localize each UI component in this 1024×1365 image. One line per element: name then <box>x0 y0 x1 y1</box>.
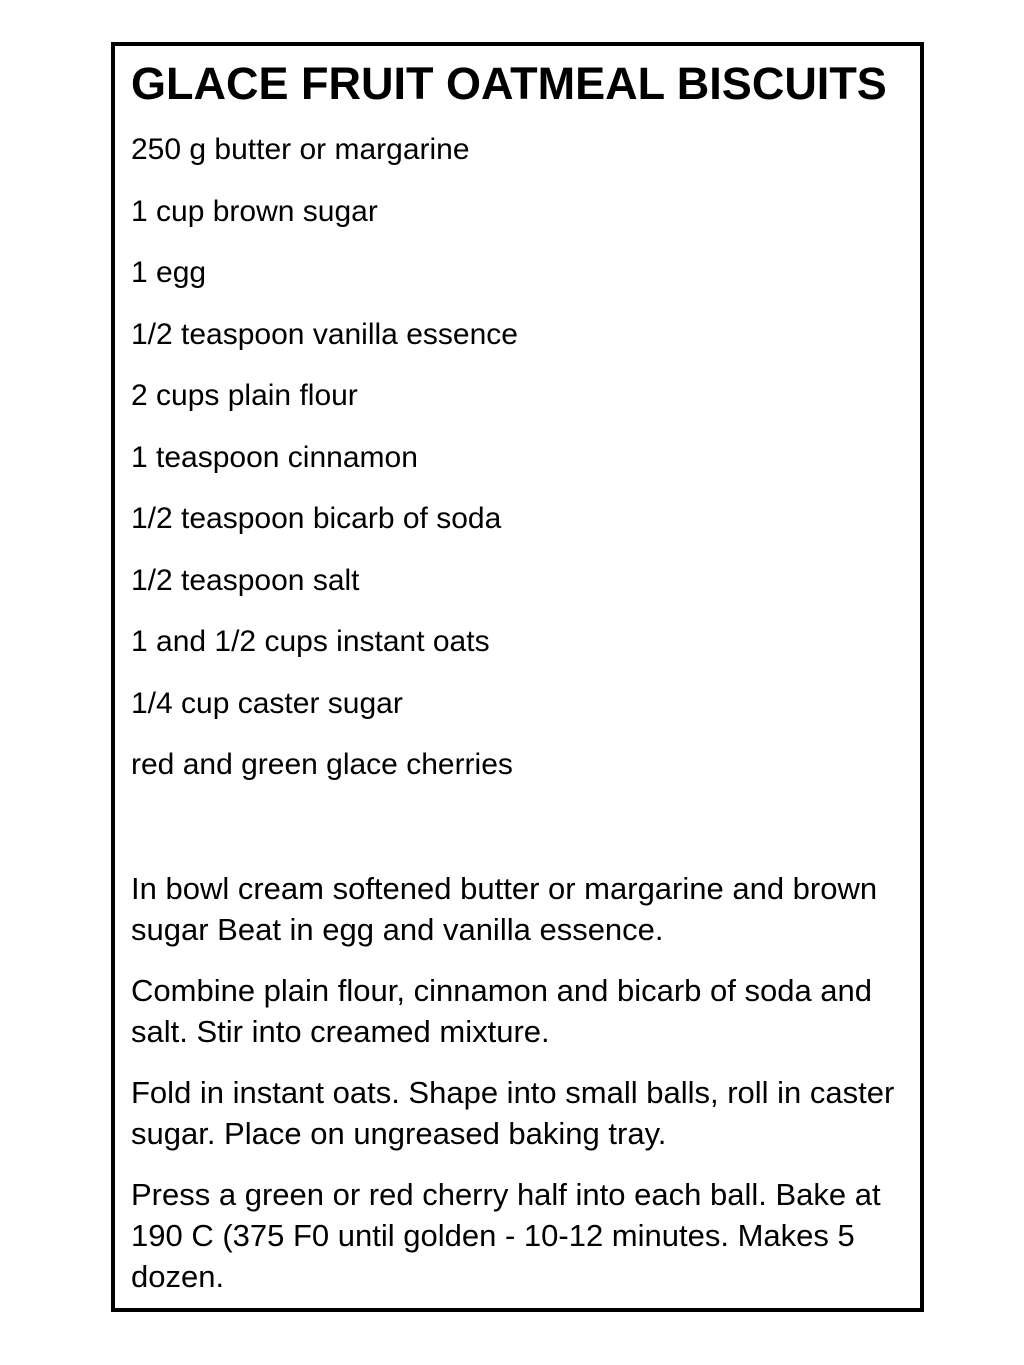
method-step: Press a green or red cherry half into each ball. Bake at 190 C (375 F0 until golden - 10-12 minutes. Makes 5 dozen. <box>131 1177 881 1294</box>
ingredients-list <box>131 130 518 807</box>
method-step: In bowl cream softened butter or margarine and brown sugar Beat in egg and vanilla essence. <box>131 871 878 947</box>
ingredient-item: 1/4 cup caster sugar <box>131 686 403 720</box>
method-step: Fold in instant oats. Shape into small balls, roll in caster sugar. Place on ungreased baking tray. <box>131 1075 895 1151</box>
ingredient-item: 1 teaspoon cinnamon <box>131 440 418 474</box>
ingredient-item: 1 egg <box>131 256 207 289</box>
recipe-card <box>111 42 924 1312</box>
method-step: Combine plain flour, cinnamon and bicarb of soda and salt. Stir into creamed mixture. <box>131 973 873 1049</box>
ingredient-item: 250 g butter or margarine <box>131 133 470 166</box>
ingredient-item: 1 cup brown sugar <box>131 194 378 228</box>
ingredient-item: 1 and 1/2 cups instant oats <box>131 625 490 658</box>
ingredient-item: 1/2 teaspoon salt <box>131 563 360 597</box>
ingredient-item: 2 cups plain flour <box>131 379 358 412</box>
ingredient-item: 1/2 teaspoon vanilla essence <box>131 317 518 351</box>
ingredient-item: red and green glace cherries <box>131 748 513 781</box>
ingredient-item: 1/2 teaspoon bicarb of soda <box>131 502 502 535</box>
method-steps <box>131 868 911 1317</box>
recipe-title: GLACE FRUIT OATMEAL BISCUITS <box>131 58 887 109</box>
